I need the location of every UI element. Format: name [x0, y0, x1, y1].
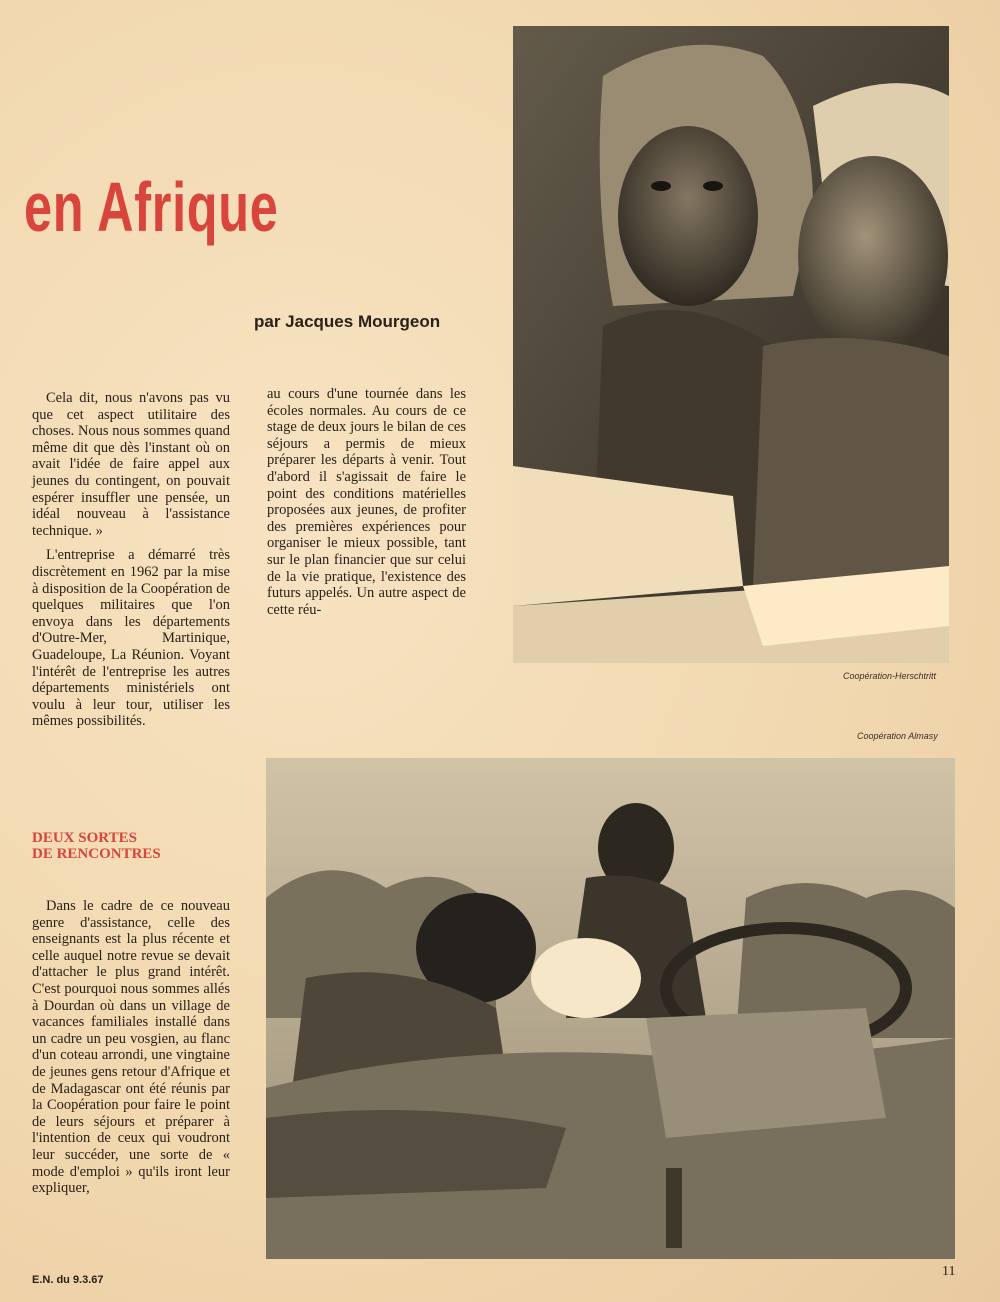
subheading-line-2: DE RENCONTRES — [32, 846, 161, 862]
photo-credit-bottom: Coopération Almasy — [857, 731, 938, 741]
subheading-line-1: DEUX SORTES — [32, 830, 137, 846]
paragraph: Dans le cadre de ce nouveau genre d'assistance, celle des enseignants est la plus récente et celle auquel notre revue se devait d'attacher le plus grand intérêt. C'est pourquoi nous sommes allés à Dourdan où dans un village de vacances familiales installé dans un cadre un peu vosgien, au flanc d'un coteau arrondi, une vingtaine de jeunes gens retour d'Afrique et de Madagascar ont été réunis par la Coopération pour faire le point de leurs séjours et préparer à l'intention de ceux qui voudront leur succéder, une sorte de « mode d'emploi » qu'ils iront leur expliquer, — [32, 898, 230, 1197]
paragraph: L'entreprise a démarré très discrètement en 1962 par la mise à disposition de la Coopération de quelques militaires que l'on envoya dans les départements d'Outre-Mer, Martinique, Guadeloupe, La Réunion. Voyant l'intérêt de l'entreprise les autres départements ministériels ont voulu à leur tour, utiliser les mêmes possibilités. — [32, 547, 230, 730]
paragraph: au cours d'une tournée dans les écoles normales. Au cours de ce stage de deux jours le bilan de ces séjours a permis de mieux préparer les départs à venir. Tout d'abord il s'agissait de faire le point des conditions matérielles proposées aux jeunes, de profiter des premières expériences pour organiser le mieux possible, tant sur le plan financier que sur celui de la vie pratique, l'existence des futurs appelés. Un autre aspect de cette réu- — [267, 386, 466, 618]
paragraph: Cela dit, nous n'avons pas vu que cet aspect utilitaire des choses. Nous nous sommes quand même dit que dès l'instant où on avait l'idée de faire appel aux jeunes du contingent, on pouvait espérer insuffler une pensée, un idéal nouveau à l'assistance technique. » — [32, 390, 230, 539]
photo-girls-reading — [513, 26, 949, 663]
column-1 — [32, 390, 230, 738]
issue-reference: E.N. du 9.3.67 — [32, 1274, 104, 1286]
byline: par Jacques Mourgeon — [254, 312, 441, 331]
section-subheading — [32, 830, 161, 862]
photo-girls-reading-image — [513, 26, 949, 663]
page-number: 11 — [942, 1264, 956, 1279]
column-3 — [32, 898, 230, 1205]
photo-credit-top: Coopération-Herschtritt — [843, 671, 937, 681]
article-title: en Afrique — [24, 168, 279, 246]
column-2 — [267, 386, 466, 626]
photo-tractor-repair-image — [266, 758, 955, 1259]
photo-tractor-repair — [266, 758, 955, 1259]
